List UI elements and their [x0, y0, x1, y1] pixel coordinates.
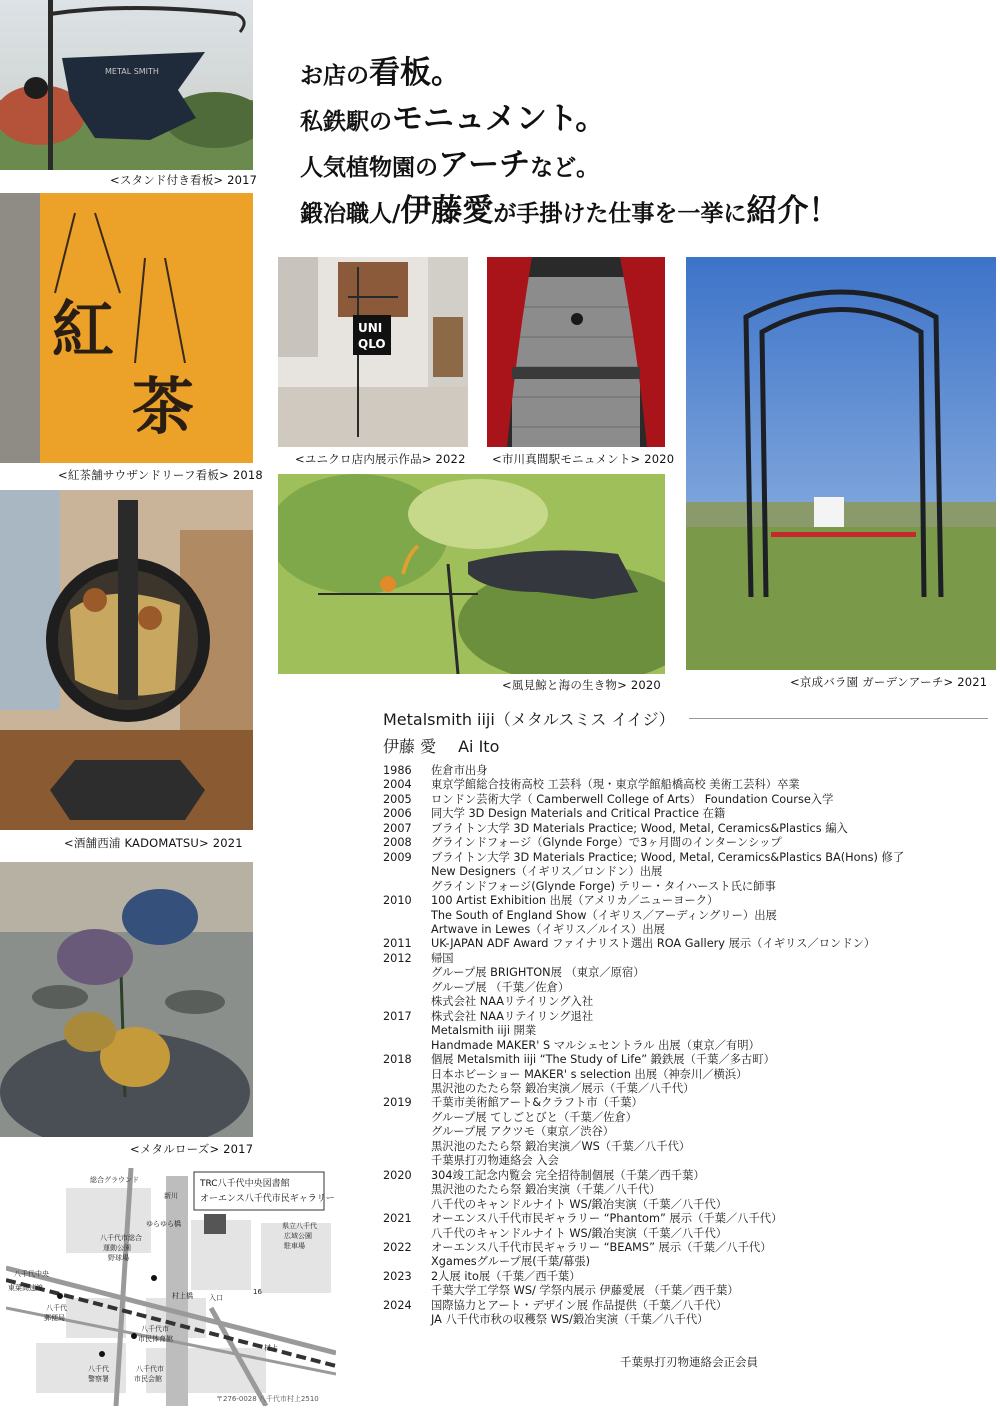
timeline-line: 個展 Metalsmith iiji “The Study of Life” 鍛鉄展（千葉／多古町）	[431, 1053, 775, 1067]
headline-2-part-2: モニュメント。	[392, 101, 607, 137]
timeline-entry	[383, 836, 993, 850]
tea-sign-char1: 紅	[52, 293, 115, 366]
map-bridge: ゆらゆら橋	[146, 1220, 181, 1228]
timeline-line: オーエンス八千代市民ギャラリー “Phantom” 展示（千葉／八千代）	[431, 1212, 783, 1226]
headline-4-part-3: が手掛けた仕事を一挙に	[493, 200, 747, 227]
timeline-line: 八千代のキャンドルナイト WS/鍛冶実演（千葉／八千代）	[431, 1226, 728, 1240]
map-post2: 郵便局	[44, 1314, 65, 1322]
timeline-lines	[431, 1270, 993, 1299]
timeline-year: 2009	[383, 850, 412, 864]
timeline-line: グループ展 てしごとびと（千葉／佐倉）	[431, 1110, 638, 1124]
timeline-line: グループ展 （千葉／佐倉）	[431, 980, 570, 994]
profile-header	[383, 707, 988, 757]
headline-line-3	[300, 142, 990, 188]
timeline-line: 千葉市美術館アート&クラフト市（千葉）	[431, 1096, 643, 1110]
tea-sign-char2: 茶	[132, 370, 195, 443]
headline-1-part-1: お店の	[300, 62, 369, 89]
membership-note: 千葉県打刃物連絡会正会員	[620, 1355, 758, 1369]
timeline-year: 2006	[383, 807, 412, 821]
timeline-year: 2010	[383, 894, 412, 908]
caption-uniqlo: <ユニクロ店内展示作品> 2022	[295, 452, 466, 466]
profile-name-ja: 伊藤 愛	[383, 737, 437, 756]
headline-3-part-3: など。	[530, 154, 600, 181]
map-gym1: 八千代市	[141, 1325, 169, 1333]
timeline-line: The South of England Show（イギリス／アーディングリー）出展	[431, 908, 777, 922]
timeline-lines	[431, 952, 993, 1010]
timeline-lines	[431, 1299, 993, 1328]
timeline-line: 株式会社 NAAリテイリング入社	[431, 995, 594, 1009]
uniqlo-sign-line2: QLO	[358, 337, 386, 351]
timeline-entry	[383, 1270, 993, 1299]
timeline-year: 2004	[383, 778, 412, 792]
map-pref-park2: 広域公園	[284, 1232, 312, 1240]
map-post-marker	[57, 1293, 63, 1299]
map-river: 新川	[164, 1192, 178, 1200]
timeline-lines	[431, 807, 993, 821]
photo-ichikawa-monument	[487, 257, 665, 447]
timeline-entry	[383, 778, 993, 792]
access-map	[6, 1168, 336, 1406]
timeline-year: 2018	[383, 1053, 412, 1067]
timeline-line: グループ展 BRIGHTON展 （東京／原宿）	[431, 966, 645, 980]
timeline-line: 黒沢池のたたら祭 鍛冶実演／展示（千葉／八千代）	[431, 1081, 695, 1095]
timeline-entry	[383, 1010, 993, 1053]
caption-stand-sign: <スタンド付き看板> 2017	[110, 173, 258, 187]
timeline-year: 2023	[383, 1269, 412, 1283]
profile-name-en: Ai Ito	[458, 737, 500, 756]
uniqlo-sign-line1: UNI	[358, 321, 383, 335]
timeline-entry	[383, 764, 993, 778]
timeline-year: 2021	[383, 1212, 412, 1226]
map-police2: 警察署	[88, 1375, 109, 1383]
timeline-entry	[383, 1299, 993, 1328]
timeline-entry	[383, 1169, 993, 1212]
map-park-marker	[151, 1275, 157, 1281]
timeline-entry	[383, 1212, 993, 1241]
timeline-line: 帰国	[431, 951, 454, 965]
timeline-lines	[431, 822, 993, 836]
timeline-line: Xgamesグループ展(千葉/幕張)	[431, 1255, 591, 1269]
timeline-line: 千葉大学工学祭 WS/ 学祭内展示 伊藤愛展 （千葉／西千葉）	[431, 1284, 739, 1298]
map-venue-line2: オーエンス八千代市民ギャラリー	[200, 1194, 335, 1204]
timeline-year: 2007	[383, 821, 412, 835]
timeline-entry	[383, 851, 993, 894]
timeline-line: Artwave in Lewes（イギリス／ルイス）出展	[431, 922, 665, 936]
map-murakami-bridge: 村上橋	[172, 1292, 193, 1300]
profile-divider	[689, 718, 988, 719]
timeline-year: 2022	[383, 1240, 412, 1254]
photo-tea-sign	[0, 193, 253, 463]
timeline-year: 2011	[383, 937, 412, 951]
timeline-entry	[383, 952, 993, 1010]
timeline-line: オーエンス八千代市民ギャラリー “BEAMS” 展示（千葉／八千代）	[431, 1240, 772, 1254]
headline-line-4	[300, 188, 990, 234]
timeline-entry	[383, 1096, 993, 1168]
timeline-entry	[383, 793, 993, 807]
timeline-line: New Designers（イギリス／ロンドン）出展	[431, 865, 663, 879]
timeline-line: 同大学 3D Design Materials and Critical Practice 在籍	[431, 807, 726, 821]
timeline-line: ブライトン大学 3D Materials Practice; Wood, Metal, Ceramics&Plastics 編入	[431, 821, 848, 835]
headline	[300, 50, 990, 234]
timeline-year: 2020	[383, 1168, 412, 1182]
caption-whale: <風見鯨と海の生き物> 2020	[502, 678, 661, 692]
timeline-line: 黒沢池のたたら祭 鍛冶実演／WS（千葉／八千代）	[431, 1139, 691, 1153]
timeline-line: 佐倉市出身	[431, 764, 488, 777]
timeline-lines	[431, 764, 993, 778]
map-gym2: 市民体育館	[138, 1335, 173, 1343]
stand-sign-text: METAL SMITH	[105, 67, 159, 76]
headline-4-part-4: 紹介！	[746, 193, 840, 229]
map-railway: 東葉高速線	[8, 1284, 43, 1292]
timeline-year: 2008	[383, 836, 412, 850]
caption-arch: <京成バラ園 ガーデンアーチ> 2021	[790, 675, 988, 689]
headline-4-part-1: 鍛冶職人/	[300, 200, 401, 227]
caption-tea-sign: <紅茶舗サウザンドリーフ看板> 2018	[58, 468, 263, 482]
timeline-line: グループ展 アクツモ（東京／渋谷）	[431, 1125, 615, 1139]
timeline-line: 日本ホビーショー MAKER' s selection 出展（神奈川／横浜）	[431, 1067, 748, 1081]
profile-title: Metalsmith iiji（メタルスミス イイジ）	[383, 710, 675, 729]
timeline-entry	[383, 822, 993, 836]
timeline-lines	[431, 778, 993, 792]
photo-stand-sign	[0, 0, 253, 170]
map-venue-marker	[204, 1214, 226, 1234]
timeline-lines	[431, 1053, 993, 1096]
map-park2: 運動公園	[103, 1244, 131, 1252]
headline-3-part-2: アーチ	[438, 147, 531, 183]
photo-kadomatsu	[0, 490, 253, 830]
timeline-line: ブライトン大学 3D Materials Practice; Wood, Metal, Ceramics&Plastics BA(Hons) 修了	[431, 850, 905, 864]
timeline-lines	[431, 1010, 993, 1053]
photo-whale	[278, 474, 665, 674]
timeline-year: 1986	[383, 764, 412, 777]
timeline-lines	[431, 1241, 993, 1270]
timeline-line: 100 Artist Exhibition 出展（アメリカ／ニューヨーク）	[431, 894, 719, 908]
photo-metal-rose	[0, 862, 253, 1137]
timeline-lines	[431, 1169, 993, 1212]
timeline-year: 2019	[383, 1096, 412, 1110]
timeline-year: 2017	[383, 1009, 412, 1023]
map-gym-marker	[131, 1333, 137, 1339]
map-pref-park1: 県立八千代	[282, 1222, 317, 1230]
timeline-line: Metalsmith iiji 開業	[431, 1024, 537, 1038]
timeline-line: 八千代のキャンドルナイト WS/鍛冶実演（千葉／八千代）	[431, 1197, 728, 1211]
timeline-entry	[383, 807, 993, 821]
headline-line-1	[300, 50, 990, 96]
career-timeline	[383, 764, 993, 1328]
timeline-entry	[383, 894, 993, 937]
photo-uniqlo	[278, 257, 468, 447]
profile-name-row	[383, 734, 988, 757]
timeline-line: 国際協力とアート・デザイン展 作品提供（千葉／八千代）	[431, 1298, 728, 1312]
timeline-lines	[431, 1212, 993, 1241]
headline-1-part-2: 看板。	[369, 55, 462, 91]
map-route: 16	[253, 1288, 262, 1296]
caption-kadomatsu: <酒舗西浦 KADOMATSU> 2021	[64, 836, 243, 850]
map-park3: 野球場	[108, 1254, 129, 1262]
map-hall1: 八千代市	[136, 1365, 164, 1373]
timeline-year: 2005	[383, 792, 412, 806]
map-hall2: 市民会館	[134, 1375, 162, 1383]
profile-title-row	[383, 707, 988, 730]
map-park1: 八千代市総合	[100, 1234, 142, 1242]
map-station: 八千代中央	[14, 1270, 49, 1278]
map-police-marker	[99, 1351, 105, 1357]
map-pref-park3: 駐車場	[284, 1242, 305, 1250]
timeline-lines	[431, 836, 993, 850]
map-venue-line1: TRC八千代中央図書館	[200, 1179, 290, 1189]
timeline-lines	[431, 793, 993, 807]
headline-line-2	[300, 96, 990, 142]
timeline-lines	[431, 851, 993, 894]
timeline-entry	[383, 1241, 993, 1270]
map-address: 〒276-0028 八千代市村上2510	[216, 1395, 319, 1403]
headline-3-part-1: 人気植物園の	[300, 154, 438, 181]
headline-2-part-1: 私鉄駅の	[300, 108, 392, 135]
photo-garden-arch	[686, 257, 996, 670]
timeline-year: 2024	[383, 1298, 412, 1312]
timeline-line: グラインドフォージ（Glynde Forge）で3ヶ月間のインターンシップ	[431, 836, 782, 850]
timeline-line: 304竣工記念内覧会 完全招待制個展（千葉／西千葉）	[431, 1168, 705, 1182]
timeline-lines	[431, 937, 993, 951]
map-police1: 八千代	[88, 1365, 109, 1373]
timeline-line: 千葉県打刃物連絡会 入会	[431, 1154, 559, 1168]
map-murakami: 村上	[264, 1344, 278, 1352]
timeline-year: 2012	[383, 951, 412, 965]
map-post1: 八千代	[46, 1304, 67, 1312]
timeline-entry	[383, 937, 993, 951]
timeline-line: ロンドン芸術大学（ Camberwell College of Arts） Foundation Course入学	[431, 792, 834, 806]
map-entrance: 入口	[209, 1294, 223, 1302]
timeline-line: 2人展 ito展（千葉／西千葉）	[431, 1269, 581, 1283]
timeline-line: Handmade MAKER' S マルシェセントラル 出展（東京／有明）	[431, 1038, 760, 1052]
headline-4-part-2: 伊藤愛	[400, 193, 494, 229]
timeline-line: 株式会社 NAAリテイリング退社	[431, 1009, 594, 1023]
timeline-entry	[383, 1053, 993, 1096]
caption-ichikawa: <市川真間駅モニュメント> 2020	[492, 452, 675, 466]
caption-metal-rose: <メタルローズ> 2017	[130, 1142, 254, 1156]
timeline-lines	[431, 894, 993, 937]
timeline-line: 黒沢池のたたら祭 鍛冶実演（千葉／八千代）	[431, 1183, 661, 1197]
timeline-line: グラインドフォージ(Glynde Forge) テリー・タイハースト氏に師事	[431, 879, 776, 893]
timeline-lines	[431, 1096, 993, 1168]
timeline-line: JA 八千代市秋の収穫祭 WS/鍛冶実演（千葉／八千代）	[431, 1313, 709, 1327]
timeline-line: 東京学館総合技術高校 工芸科（現・東京学館船橋高校 美術工芸科）卒業	[431, 778, 800, 792]
map-ground: 総合グラウンド	[90, 1176, 139, 1184]
timeline-line: UK-JAPAN ADF Award ファイナリスト選出 ROA Gallery 展示（イギリス／ロンドン）	[431, 937, 876, 951]
